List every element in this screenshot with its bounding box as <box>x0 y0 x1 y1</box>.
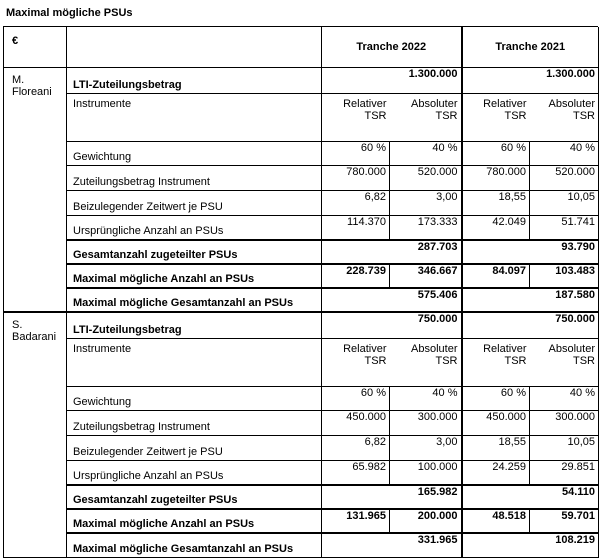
row-value: 40 % <box>390 386 462 410</box>
row-value: 40 % <box>530 141 599 165</box>
total-row <box>4 240 599 264</box>
psu-table <box>3 27 599 558</box>
max-value: 346.667 <box>390 264 462 288</box>
row-value: 10,05 <box>530 435 599 460</box>
instrument-col-header: Relativer TSR <box>462 93 530 141</box>
row-label: Gewichtung <box>67 386 322 410</box>
row-value: 51.741 <box>530 215 599 240</box>
person-name: S. Badarani <box>4 312 67 557</box>
currency-cell: € <box>4 27 67 67</box>
table-row <box>4 460 599 485</box>
row-value: 60 % <box>462 141 530 165</box>
row-value: 10,05 <box>530 190 599 215</box>
lti-amount-2022: 750.000 <box>322 312 462 338</box>
lti-row <box>4 312 599 338</box>
max-total-row <box>4 533 599 557</box>
instrument-col-header: Relativer TSR <box>462 338 530 386</box>
max-row <box>4 509 599 533</box>
table-row <box>4 141 599 165</box>
row-label: Beizulegender Zeitwert je PSU <box>67 190 322 215</box>
header-blank-cell <box>67 27 322 67</box>
max-label: Maximal mögliche Anzahl an PSUs <box>67 264 322 288</box>
row-label: Gewichtung <box>67 141 322 165</box>
row-value: 780.000 <box>322 165 390 190</box>
row-value: 6,82 <box>322 435 390 460</box>
row-value: 114.370 <box>322 215 390 240</box>
total-2021: 93.790 <box>462 240 599 264</box>
total-2022: 287.703 <box>322 240 462 264</box>
tranche-2021-header: Tranche 2021 <box>462 27 599 67</box>
max-value: 200.000 <box>390 509 462 533</box>
max-total-label: Maximal mögliche Gesamtanzahl an PSUs <box>67 533 322 557</box>
row-value: 780.000 <box>462 165 530 190</box>
row-value: 18,55 <box>462 435 530 460</box>
row-value: 3,00 <box>390 190 462 215</box>
row-value: 18,55 <box>462 190 530 215</box>
max-value: 48.518 <box>462 509 530 533</box>
max-total-2021: 108.219 <box>462 533 599 557</box>
row-label: Ursprüngliche Anzahl an PSUs <box>67 215 322 240</box>
row-value: 300.000 <box>530 410 599 435</box>
row-value: 300.000 <box>390 410 462 435</box>
lti-amount-2022: 1.300.000 <box>322 67 462 93</box>
row-value: 450.000 <box>322 410 390 435</box>
row-label: Ursprüngliche Anzahl an PSUs <box>67 460 322 485</box>
row-label: Zuteilungsbetrag Instrument <box>67 165 322 190</box>
max-value: 84.097 <box>462 264 530 288</box>
max-value: 228.739 <box>322 264 390 288</box>
table-row <box>4 165 599 190</box>
table-row <box>4 215 599 240</box>
total-2022: 165.982 <box>322 485 462 509</box>
max-row <box>4 264 599 288</box>
row-label: Zuteilungsbetrag Instrument <box>67 410 322 435</box>
table-row <box>4 410 599 435</box>
max-total-2022: 331.965 <box>322 533 462 557</box>
row-value: 100.000 <box>390 460 462 485</box>
instruments-row <box>4 338 599 386</box>
total-2021: 54.110 <box>462 485 599 509</box>
row-value: 3,00 <box>390 435 462 460</box>
lti-row <box>4 67 599 93</box>
max-total-2021: 187.580 <box>462 288 599 312</box>
row-value: 40 % <box>390 141 462 165</box>
instrument-col-header: Relativer TSR <box>322 338 390 386</box>
max-value: 103.483 <box>530 264 599 288</box>
table-row <box>4 435 599 460</box>
instrument-col-header: Absoluter TSR <box>530 338 599 386</box>
lti-label: LTI-Zuteilungsbetrag <box>67 67 322 93</box>
row-value: 40 % <box>530 386 599 410</box>
row-label: Beizulegender Zeitwert je PSU <box>67 435 322 460</box>
instruments-row <box>4 93 599 141</box>
row-value: 24.259 <box>462 460 530 485</box>
instrument-col-header: Absoluter TSR <box>390 338 462 386</box>
instrument-col-header: Absoluter TSR <box>390 93 462 141</box>
max-label: Maximal mögliche Anzahl an PSUs <box>67 509 322 533</box>
instrument-col-header: Absoluter TSR <box>530 93 599 141</box>
row-value: 29.851 <box>530 460 599 485</box>
row-value: 60 % <box>462 386 530 410</box>
row-value: 450.000 <box>462 410 530 435</box>
row-value: 6,82 <box>322 190 390 215</box>
max-total-label: Maximal mögliche Gesamtanzahl an PSUs <box>67 288 322 312</box>
row-value: 42.049 <box>462 215 530 240</box>
person-name: M. Floreani <box>4 67 67 312</box>
max-total-row <box>4 288 599 312</box>
lti-label: LTI-Zuteilungsbetrag <box>67 312 322 338</box>
instruments-label: Instrumente <box>67 338 322 386</box>
row-value: 173.333 <box>390 215 462 240</box>
total-label: Gesamtanzahl zugeteilter PSUs <box>67 240 322 264</box>
max-value: 131.965 <box>322 509 390 533</box>
row-value: 65.982 <box>322 460 390 485</box>
row-value: 520.000 <box>390 165 462 190</box>
table-row <box>4 190 599 215</box>
row-value: 60 % <box>322 141 390 165</box>
header-row <box>4 27 599 67</box>
instruments-label: Instrumente <box>67 93 322 141</box>
total-row <box>4 485 599 509</box>
row-value: 520.000 <box>530 165 599 190</box>
table-caption: Maximal mögliche PSUs <box>6 7 133 19</box>
tranche-2022-header: Tranche 2022 <box>322 27 462 67</box>
lti-amount-2021: 750.000 <box>462 312 599 338</box>
lti-amount-2021: 1.300.000 <box>462 67 599 93</box>
instrument-col-header: Relativer TSR <box>322 93 390 141</box>
row-value: 60 % <box>322 386 390 410</box>
max-total-2022: 575.406 <box>322 288 462 312</box>
max-value: 59.701 <box>530 509 599 533</box>
total-label: Gesamtanzahl zugeteilter PSUs <box>67 485 322 509</box>
table-row <box>4 386 599 410</box>
